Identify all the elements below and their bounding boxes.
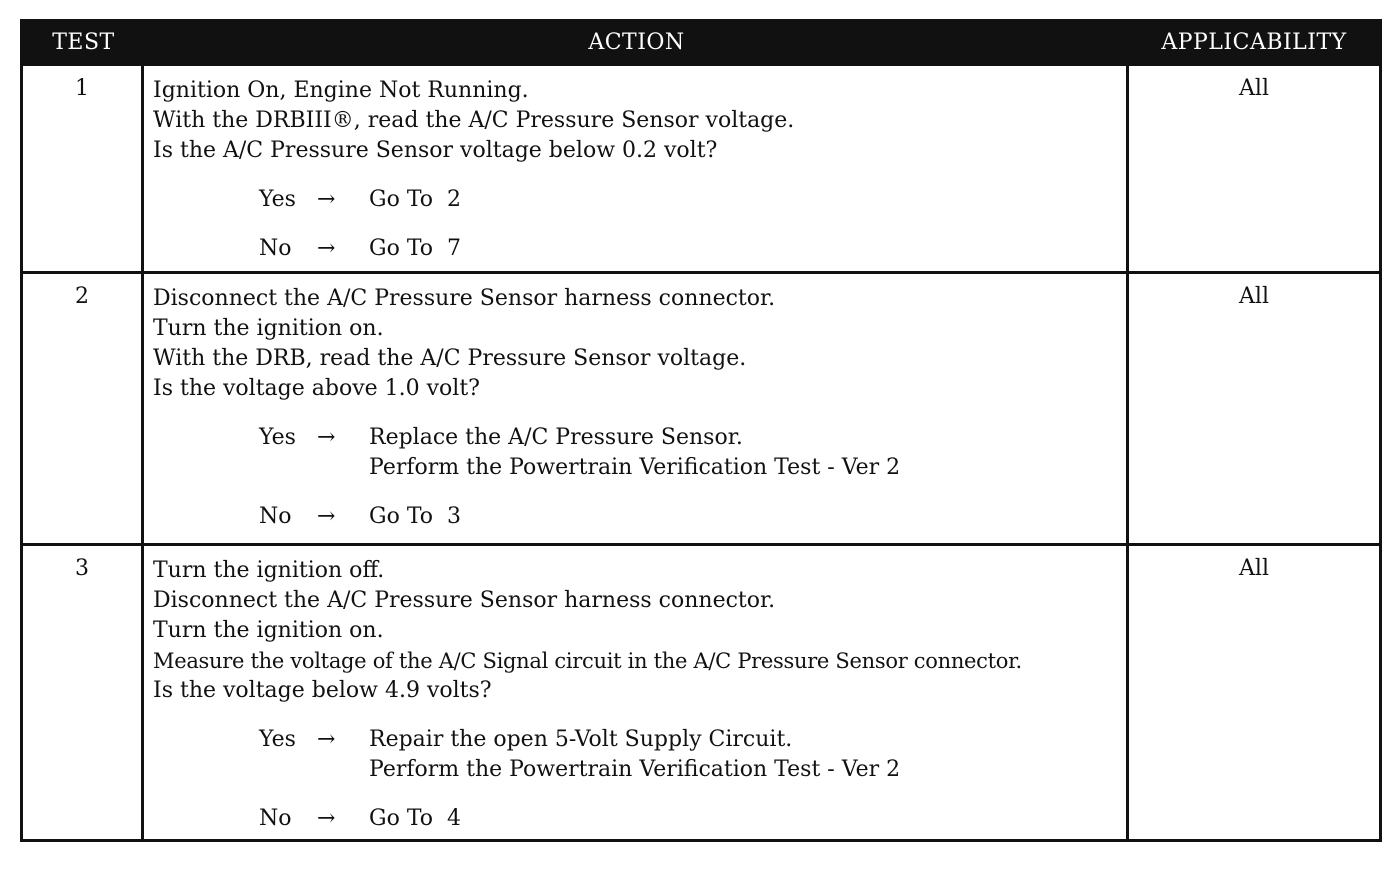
yes-result: Replace the A/C Pressure Sensor. (369, 425, 743, 450)
table-row (23, 63, 1379, 271)
applicability-value: All (1239, 284, 1269, 309)
step-text: With the DRB, read the A/C Pressure Sensor voltage. (153, 346, 747, 371)
action-cell (144, 66, 1129, 271)
action-cell (144, 546, 1129, 839)
test-number: 1 (23, 66, 144, 271)
applicability-value: All (1239, 76, 1269, 101)
applicability-value: All (1239, 556, 1269, 581)
step-text: Is the A/C Pressure Sensor voltage below 0.2 volt? (153, 138, 718, 163)
no-branch (259, 502, 1126, 532)
arrow-icon: → (317, 727, 336, 752)
yes-label: Yes (259, 727, 296, 752)
step-text: Disconnect the A/C Pressure Sensor harness connector. (153, 588, 776, 613)
no-branch (259, 804, 1126, 834)
table-row (23, 271, 1379, 543)
step-text: Turn the ignition on. (153, 316, 384, 341)
step-text: Measure the voltage of the A/C Signal circuit in the A/C Pressure Sensor connector. (153, 649, 1022, 673)
arrow-icon: → (317, 187, 336, 212)
arrow-icon: → (317, 504, 336, 529)
table-row (23, 543, 1379, 839)
step-text: Is the voltage above 1.0 volt? (153, 376, 480, 401)
yes-label: Yes (259, 187, 296, 212)
no-result: Go To 4 (369, 806, 462, 831)
test-number: 2 (23, 274, 144, 543)
header-applicability: APPLICABILITY (1161, 30, 1347, 55)
yes-branch (259, 423, 1126, 483)
action-cell (144, 274, 1129, 543)
arrow-icon: → (317, 425, 336, 450)
step-text: Disconnect the A/C Pressure Sensor harness connector. (153, 286, 776, 311)
header-action: ACTION (588, 30, 685, 55)
yes-result: Perform the Powertrain Verification Test - Ver 2 (369, 757, 901, 782)
no-label: No (259, 236, 292, 261)
header-test: TEST (52, 30, 115, 55)
diagnostic-test-table (20, 19, 1382, 842)
yes-branch (259, 725, 1126, 785)
step-text: Is the voltage below 4.9 volts? (153, 678, 492, 703)
step-text: Turn the ignition on. (153, 618, 384, 643)
no-result: Go To 7 (369, 236, 462, 261)
yes-branch (259, 185, 1126, 215)
table-header (23, 22, 1379, 63)
step-text: Turn the ignition off. (153, 558, 385, 583)
yes-result: Go To 2 (369, 187, 462, 212)
yes-result: Repair the open 5-Volt Supply Circuit. (369, 727, 793, 752)
no-label: No (259, 806, 292, 831)
no-branch (259, 234, 1126, 264)
step-text: With the DRBIII®, read the A/C Pressure Sensor voltage. (153, 108, 795, 133)
step-text: Ignition On, Engine Not Running. (153, 78, 529, 103)
test-number: 3 (23, 546, 144, 839)
arrow-icon: → (317, 806, 336, 831)
no-label: No (259, 504, 292, 529)
no-result: Go To 3 (369, 504, 462, 529)
arrow-icon: → (317, 236, 336, 261)
yes-result: Perform the Powertrain Verification Test - Ver 2 (369, 455, 901, 480)
yes-label: Yes (259, 425, 296, 450)
